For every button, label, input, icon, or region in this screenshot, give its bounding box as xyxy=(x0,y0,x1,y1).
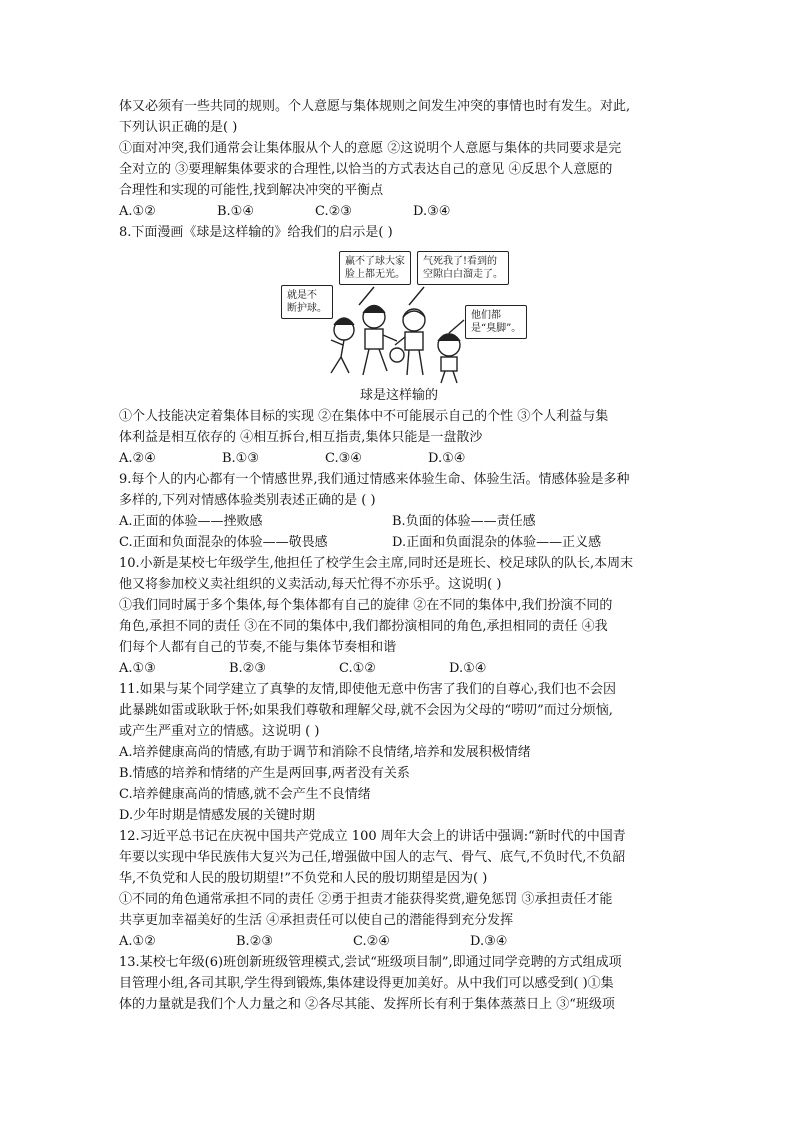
q12-options xyxy=(119,931,679,952)
q12-line-5: 共享更加幸福美好的生活 ④承担责任可以使自己的潜能得到充分发挥 xyxy=(119,913,514,928)
q7-line-4: 全对立的 ③要理解集体要求的合理性,以恰当的方式表达自己的意见 ④反思个人意愿的 xyxy=(119,162,613,177)
q10-line-3: ①我们同时属于多个集体,每个集体都有自己的旋律 ②在不同的集体中,我们扮演不同的 xyxy=(119,598,613,613)
q12-line-4: ①不同的角色通常承担不同的责任 ②勇于担责才能获得奖赏,避免惩罚 ③承担责任才能 xyxy=(119,892,613,907)
question-9 xyxy=(119,469,679,553)
q12-option-a[interactable]: A.①② xyxy=(119,934,156,949)
q12-option-c[interactable]: C.②④ xyxy=(353,934,390,949)
q7-option-b[interactable]: B.①④ xyxy=(217,204,254,219)
q11-line-1: 11.如果与某个同学建立了真挚的友情,即使他无意中伤害了我们的自尊心,我们也不会因 xyxy=(119,682,616,697)
q7-option-a[interactable]: A.①② xyxy=(119,204,156,219)
q7-line-5: 合理性和实现的可能性,找到解决冲突的平衡点 xyxy=(119,183,384,198)
bubble-2-text: 气死我了!看到的 空隙白白溜走了。 xyxy=(423,256,503,280)
speech-bubble-4 xyxy=(465,305,527,339)
exam-page xyxy=(119,96,679,1015)
q11-option-c[interactable]: C.培养健康高尚的情感,就不会产生不良情绪 xyxy=(119,787,371,802)
q10-option-c[interactable]: C.①② xyxy=(339,661,376,676)
q7-line-3: ①面对冲突,我们通常会让集体服从个人的意愿 ②这说明个人意愿与集体的共同要求是完 xyxy=(119,141,622,156)
q9-option-a[interactable]: A.正面的体验——挫败感 xyxy=(119,514,263,529)
q12-line-1: 12.习近平总书记在庆祝中国共产党成立 100 周年大会上的讲话中强调:“新时代的中国青 xyxy=(119,829,626,844)
speech-bubble-3 xyxy=(281,285,333,319)
q7-line-2: 下列认识正确的是( ) xyxy=(119,120,238,135)
q10-line-4: 角色,承担不同的责任 ③在不同的集体中,我们都扮演相同的角色,承担相同的责任 ④我 xyxy=(119,619,608,634)
bubble-1-text: 赢不了球大家 脸上都无光。 xyxy=(345,256,405,280)
q13-line-1: 13.某校七年级(6)班创新班级管理模式,尝试“班级项目制”,即通过同学竞聘的方式组成项 xyxy=(119,955,622,970)
comic-caption: 球是这样输的 xyxy=(359,388,438,403)
q10-option-b[interactable]: B.②③ xyxy=(229,661,266,676)
q10-line-1: 10.小新是某校七年级学生,他担任了校学生会主席,同时还是班长、校足球队的队长,本周末 xyxy=(119,556,634,571)
q7-options xyxy=(119,201,679,222)
q10-line-5: 们每个人都有自己的节奏,不能与集体节奏相和谐 xyxy=(119,640,397,655)
q7-option-d[interactable]: D.③④ xyxy=(413,204,451,219)
q8-option-b[interactable]: B.①③ xyxy=(222,451,259,466)
q8-options xyxy=(119,448,679,469)
q11-option-b[interactable]: B.情感的培养和情绪的产生是两回事,两者没有关系 xyxy=(119,766,410,781)
q10-option-d[interactable]: D.①④ xyxy=(449,661,487,676)
bubble-4-text: 他们都 是“臭脚”。 xyxy=(471,310,522,334)
bubble-3-text: 就是不 断护球。 xyxy=(287,290,327,314)
q10-line-2: 他又将参加校义卖社组织的义卖活动,每天忙得不亦乐乎。这说明( ) xyxy=(119,577,502,592)
q12-line-3: 华,不负党和人民的殷切期望!”不负党和人民的殷切期望是因为( ) xyxy=(119,871,488,886)
question-7 xyxy=(119,96,679,222)
q8-option-c[interactable]: C.③④ xyxy=(325,451,362,466)
q8-line-2: 体利益是相互依存的 ④相互拆台,相互指责,集体只能是一盘散沙 xyxy=(119,430,483,445)
q8-option-d[interactable]: D.①④ xyxy=(428,451,466,466)
q13-line-3: 体的力量就是我们个人力量之和 ②各尽其能、发挥所长有利于集体蒸蒸日上 ③“班级项 xyxy=(119,997,615,1012)
speech-bubble-1 xyxy=(339,251,411,285)
question-8 xyxy=(119,222,679,469)
q9-option-c[interactable]: C.正面和负面混杂的体验——敬畏感 xyxy=(119,535,328,550)
q9-options-row-2 xyxy=(119,532,679,553)
q11-option-a[interactable]: A.培养健康高尚的情感,有助于调节和消除不良情绪,培养和发展积极情绪 xyxy=(119,745,531,760)
q8-stem: 8.下面漫画《球是这样输的》给我们的启示是( ) xyxy=(119,225,393,240)
q10-option-a[interactable]: A.①③ xyxy=(119,661,156,676)
question-10 xyxy=(119,553,679,679)
q9-options-row-1 xyxy=(119,511,679,532)
q11-line-2: 此暴跳如雷或耿耿于怀;如果我们尊敬和理解父母,就不会因为父母的“唠叨”而过分烦恼, xyxy=(119,703,613,718)
q9-option-d[interactable]: D.正面和负面混杂的体验——正义感 xyxy=(392,535,602,550)
q11-line-3: 或产生严重对立的情感。这说明 ( ) xyxy=(119,724,320,739)
q7-line-1: 体又必须有一些共同的规则。个人意愿与集体规则之间发生冲突的事情也时有发生。对此, xyxy=(119,99,631,114)
question-13 xyxy=(119,952,679,1015)
q12-option-b[interactable]: B.②③ xyxy=(236,934,273,949)
q8-option-a[interactable]: A.②④ xyxy=(119,451,156,466)
q10-options xyxy=(119,658,679,679)
q11-option-d[interactable]: D.少年时期是情感发展的关键时期 xyxy=(119,808,316,823)
speech-bubble-2 xyxy=(417,251,509,285)
q8-line-1: ①个人技能决定着集体目标的实现 ②在集体中不可能展示自己的个性 ③个人利益与集 xyxy=(119,409,609,424)
question-12 xyxy=(119,826,679,952)
q9-line-1: 9.每个人的内心都有一个情感世界,我们通过情感来体验生命、体验生活。情感体验是多种 xyxy=(119,472,630,487)
q12-option-d[interactable]: D.③④ xyxy=(470,934,508,949)
q12-line-2: 年要以实现中华民族伟大复兴为己任,增强做中国人的志气、骨气、底气,不负时代,不负韶 xyxy=(119,850,626,865)
q9-option-b[interactable]: B.负面的体验——责任感 xyxy=(392,514,536,529)
comic-illustration xyxy=(119,245,679,385)
q9-line-2: 多样的,下列对情感体验类别表述正确的是 ( ) xyxy=(119,493,376,508)
question-11 xyxy=(119,679,679,826)
q13-line-2: 目管理小组,各司其职,学生得到锻炼,集体建设得更加美好。从中我们可以感受到( )①集 xyxy=(119,976,614,991)
q7-option-c[interactable]: C.②③ xyxy=(315,204,352,219)
